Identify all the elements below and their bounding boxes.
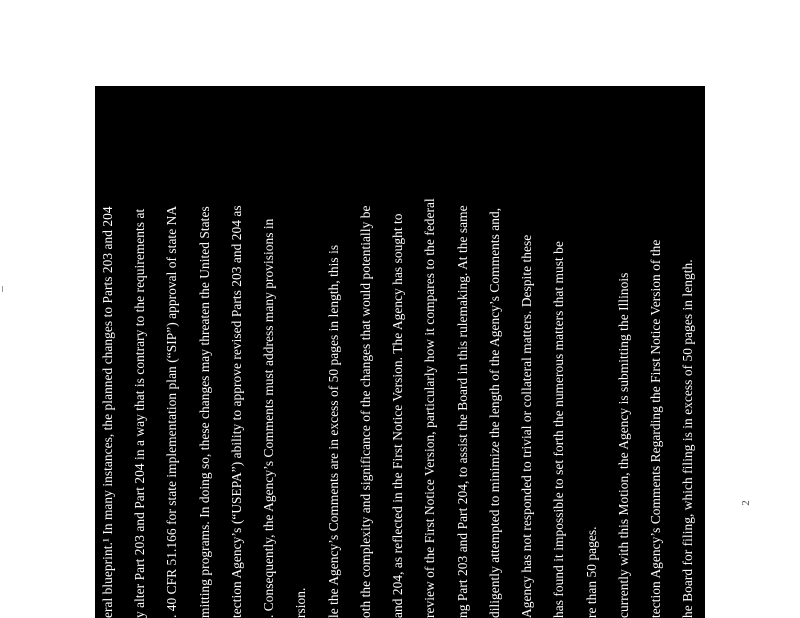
text-line-17: currently with this Motion, the Agency is submitting the Illinois: [616, 272, 631, 618]
rotated-text-block: [95, 86, 705, 618]
text-line-6: . Consequently, the Agency’s Comments must address many provisions in: [261, 218, 276, 618]
text-line-8: le the Agency’s Comments are in excess of 50 pages in length, this is: [326, 244, 341, 618]
text-line-16: re than 50 pages.: [584, 526, 599, 618]
text-line-3: . 40 CFR 51.166 for state implementation plan (“SIP”) approval of state NA: [164, 205, 179, 618]
text-line-5: tection Agency’s (“USEPA”) ability to approve revised Parts 203 and 204 as: [229, 205, 244, 618]
scan-edge-mark: [2, 286, 3, 292]
text-line-14: Agency has not responded to trivial or collateral matters. Despite these: [519, 234, 534, 618]
text-line-13: diligently attempted to minimize the length of the Agency’s Comments and,: [487, 207, 502, 618]
text-line-9: oth the complexity and significance of the changes that would potentially be: [358, 205, 373, 618]
text-line-2: y alter Part 203 and Part 204 in a way that is contrary to the requirements at: [132, 208, 147, 618]
text-line-10: and 204, as reflected in the First Notice Version. The Agency has sought to: [390, 213, 405, 618]
text-line-7: rsion.: [293, 587, 308, 618]
scanned-page-panel: [95, 86, 705, 618]
text-line-4: mitting programs. In doing so, these changes may threaten the United States: [197, 206, 212, 618]
text-line-12: ng Part 203 and Part 204, to assist the Board in this rulemaking. At the same: [455, 205, 470, 618]
text-line-1: eral blueprint.¹ In many instances, the planned changes to Parts 203 and 204: [100, 206, 115, 618]
text-line-19: he Board for filing, which filing is in excess of 50 pages in length.: [680, 259, 695, 618]
text-line-18: tection Agency’s Comments Regarding the First Notice Version of the: [648, 239, 663, 618]
page-number: 2: [740, 500, 752, 506]
text-line-11: review of the First Notice Version, particularly how it compares to the federal: [422, 198, 437, 618]
text-line-15: has found it impossible to set forth the numerous matters that must be: [551, 241, 566, 618]
